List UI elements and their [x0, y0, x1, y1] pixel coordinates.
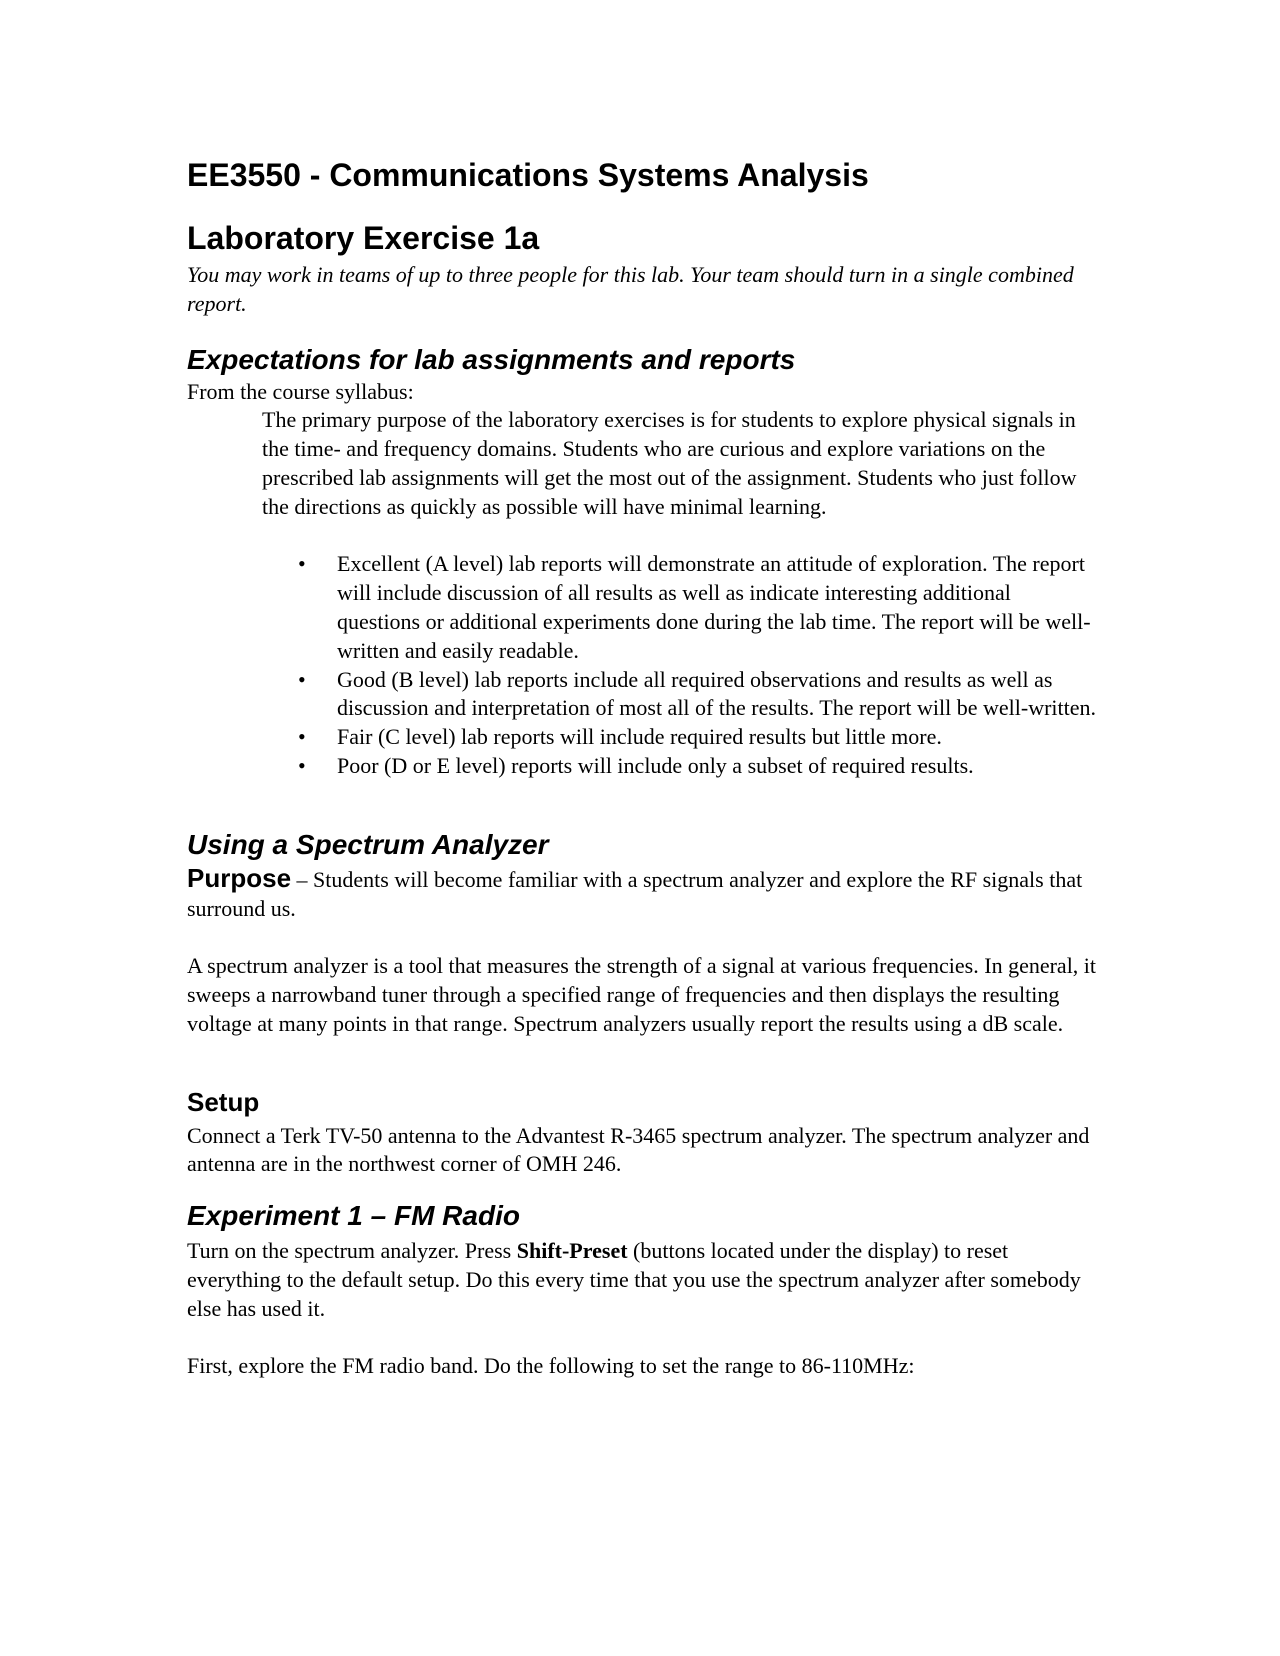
grading-list [187, 550, 1097, 780]
list-item [298, 666, 1097, 724]
bullet-icon: • [298, 551, 306, 577]
bullet-icon: • [298, 752, 306, 778]
experiment1-paragraph-1 [187, 1237, 1097, 1323]
list-item-text: Good (B level) lab reports include all required observations and results as well as discussion and interpretation of most all of the results. The report will be well-written. [337, 666, 1097, 721]
document-subtitle: Laboratory Exercise 1a [187, 220, 540, 256]
bullet-icon: • [298, 724, 306, 750]
syllabus-quote: The primary purpose of the laboratory exercises is for students to explore physical signals in the time- and frequency domains. Students who are curious and explore variations on the prescribed lab assignments will get the most out of the assignment. Students who just follow the directions as quickly as possible will have minimal learning. [262, 407, 1077, 519]
document-title: EE3550 - Communications Systems Analysis [187, 157, 869, 193]
spectrum-description: A spectrum analyzer is a tool that measures the strength of a signal at various frequencies. In general, it sweeps a narrowband tuner through a specified range of frequencies and then displays the resulting voltage at many points in that range. Spectrum analyzers usually report the results using a dB scale. [187, 953, 1097, 1036]
expectations-lead: From the course syllabus: [187, 378, 414, 404]
shift-preset-label: Shift-Preset [516, 1238, 628, 1264]
purpose-text: – Students will become familiar with a spectrum analyzer and explore the RF signals that surround us. [187, 866, 1083, 921]
list-item-text: Poor (D or E level) reports will include only a subset of required results. [337, 752, 974, 778]
experiment1-text-after: (buttons located under the display) to reset everything to the default setup. Do this every time that you use the spectrum analyzer after somebody else has used it. [187, 1238, 1081, 1321]
list-item [298, 752, 1097, 781]
document-page [187, 150, 1097, 1381]
expectations-heading: Expectations for lab assignments and reports [187, 343, 796, 375]
experiment1-text-before: Turn on the spectrum analyzer. Press [187, 1238, 517, 1264]
experiment1-heading: Experiment 1 – FM Radio [187, 1200, 520, 1232]
list-item [298, 723, 1097, 752]
list-item-text: Fair (C level) lab reports will include required results but little more. [337, 724, 942, 750]
bullet-icon: • [298, 666, 306, 692]
list-item [298, 550, 1097, 665]
intro-paragraph: You may work in teams of up to three people for this lab. Your team should turn in a single combined report. [187, 262, 1074, 316]
setup-paragraph: Connect a Terk TV-50 antenna to the Advantest R-3465 spectrum analyzer. The spectrum analyzer and antenna are in the northwest corner of OMH 246. [187, 1122, 1090, 1177]
spectrum-heading: Using a Spectrum Analyzer [187, 828, 549, 860]
purpose-label: Purpose [187, 862, 292, 893]
experiment1-paragraph-2: First, explore the FM radio band. Do the following to set the range to 86-110MHz: [187, 1353, 915, 1379]
list-item-text: Excellent (A level) lab reports will demonstrate an attitude of exploration. The report will include discussion of all results as well as indicate interesting additional questions or additional experiments done during the lab time. The report will be well-written and easily readable. [337, 551, 1091, 663]
setup-heading: Setup [187, 1086, 260, 1117]
purpose-paragraph [187, 864, 1097, 924]
